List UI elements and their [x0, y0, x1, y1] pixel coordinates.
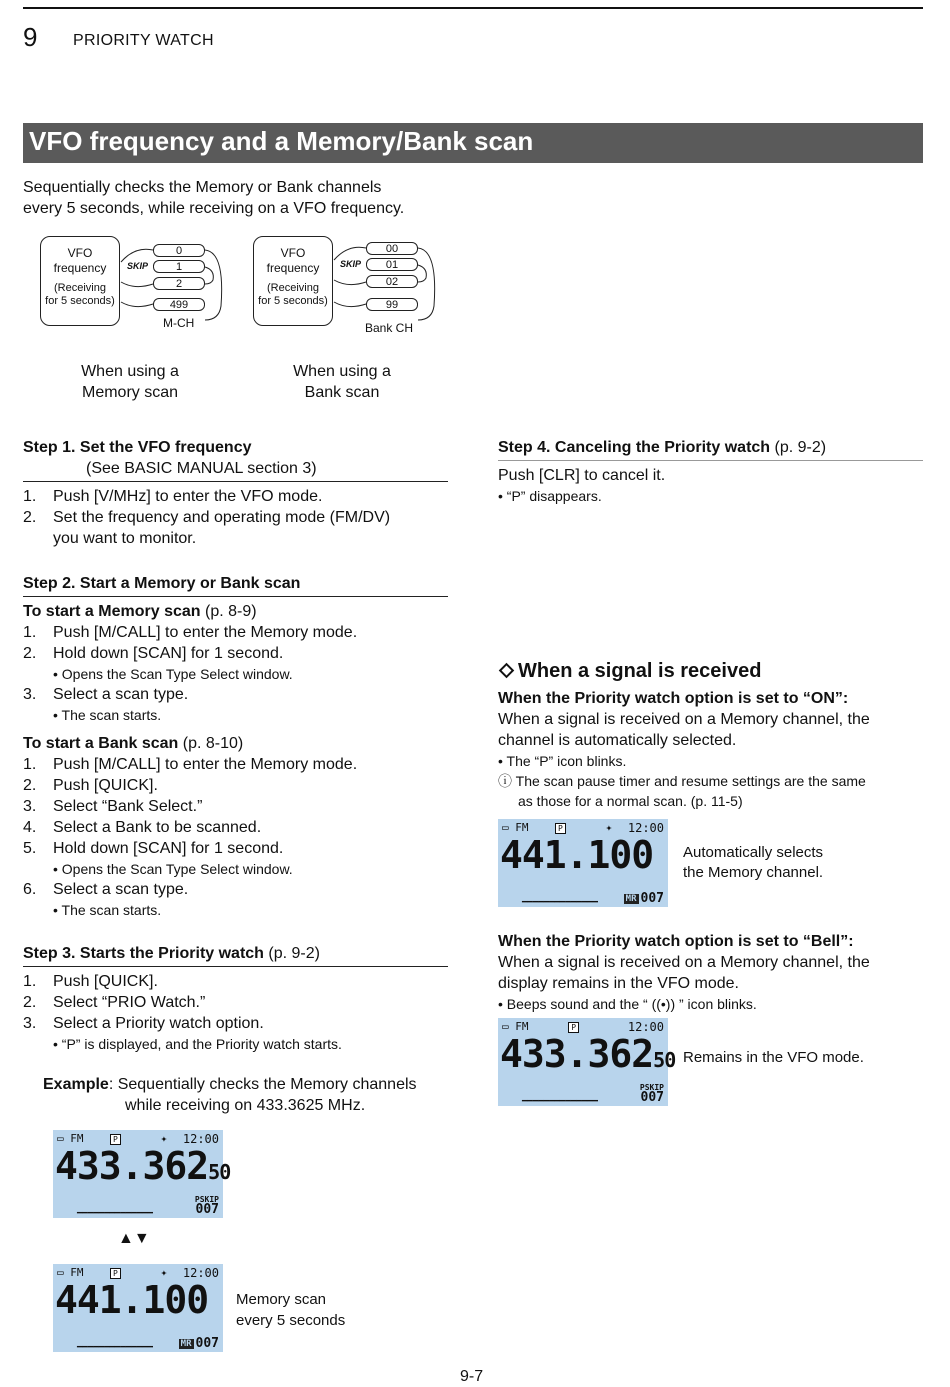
step3-section: [23, 943, 448, 1054]
step4-section: [498, 437, 923, 506]
lcd-frequency: 441.100: [55, 1278, 209, 1322]
list-item: 3. Select “Bank Select.”: [23, 798, 203, 815]
header-rule: [23, 7, 923, 9]
lcd-pskip: PSKIP: [194, 1195, 219, 1204]
channel-box: 2: [153, 277, 205, 290]
lcd-bell-display: [498, 1018, 676, 1106]
lcd-time: 12:00: [627, 821, 664, 835]
lcd-channel: MR 007: [625, 891, 664, 906]
list-item: 3. Select a Priority watch option.: [23, 1015, 264, 1032]
intro-text: Sequentially checks the Memory or Bank channels every 5 seconds, while receiving on a VFO frequency.: [23, 179, 405, 217]
list-item: you want to monitor.: [53, 530, 197, 547]
memory-scan-list: [23, 622, 448, 725]
info-note: ⓘ The scan pause timer and resume settings are the same as those for a normal scan. (p. 11-5): [498, 773, 866, 809]
lcd-channel: 007: [195, 1202, 219, 1217]
step4-heading: Step 4. Canceling the Priority watch (p. 9-2): [498, 437, 923, 461]
list-item: 3. Select a scan type.: [23, 686, 189, 703]
chapter-number: 9: [23, 22, 38, 52]
signal-section: When a signal is received When the Priority watch option is set to “ON”: When a signal is received on a Memory channel, the channel is automatically selected. • The “P” icon blinks. ⓘ The scan pause timer and resume settings are the same as those for a normal scan. (p. 11-5): [498, 658, 923, 811]
lcd-memory-display: [53, 1264, 223, 1352]
bank-diagram-caption: When using a Bank scan: [293, 363, 391, 401]
example-text: Example: Sequentially checks the Memory channels while receiving on 433.3625 MHz.: [43, 1076, 417, 1114]
channel-box: 00: [366, 242, 418, 255]
channel-box: 1: [153, 260, 205, 273]
step4-bullet: • “P” disappears.: [498, 488, 602, 504]
list-item: 2. Push [QUICK].: [23, 777, 158, 794]
channel-box: 499: [153, 298, 205, 311]
step4-text: Push [CLR] to cancel it.: [498, 467, 666, 484]
lcd-channel: 007: [640, 1090, 664, 1105]
list-item: 1. Push [V/MHz] to enter the VFO mode.: [23, 488, 323, 505]
list-item: 1. Push [M/CALL] to enter the Memory mode.: [23, 756, 358, 773]
bell-section: When the Priority watch option is set to “Bell”: When a signal is received on a Memory channel, the display remains in the VFO mode. • Beeps sound and the “ ((•)) ” icon blinks.: [498, 931, 923, 1014]
list-item: 2. Set the frequency and operating mode (FM/DV): [23, 509, 391, 526]
skip-label: SKIP: [340, 259, 362, 269]
lcd-status: ▭ FM P ✦: [57, 1266, 168, 1279]
step3-list: [23, 971, 448, 1054]
skip-label: SKIP: [127, 261, 149, 271]
lcd-vfo-display: [53, 1130, 231, 1218]
list-item: 2. Hold down [SCAN] for 1 second.: [23, 645, 284, 662]
channel-box: 01: [366, 258, 418, 271]
bank-ch-label: Bank CH: [365, 321, 414, 335]
channel-box: 99: [366, 298, 418, 311]
list-item: 6. Select a scan type.: [23, 881, 189, 898]
step1-list: [23, 486, 448, 549]
lcd-channel: MR 007: [180, 1336, 219, 1351]
lcd-frequency: 433.36250: [55, 1144, 231, 1188]
memory-diagram-caption: When using a Memory scan: [81, 363, 179, 401]
step2-section: Step 2. Start a Memory or Bank scan To start a Memory scan (p. 8-9) 1. Push [M/CALL] to enter the Memory mode. 2. Hold down [SCAN] for 1 second. • Opens the Scan Type Select window. 3. Select a scan type. • The scan starts. To start a Bank scan (p. 8-10) 1. Push [M/CALL] to enter the Memory mode. 2. Push [QUICK]. 3. Select “Bank Select.” 4. Select a Bank to be scanned. 5. Hold down [SCAN] for 1 second. • Opens the Scan Type Select window. 6. Select a scan type. • The scan starts.: [23, 573, 448, 920]
signal-heading: When a signal is received: [498, 658, 923, 684]
lcd-time: 12:00: [627, 1020, 664, 1034]
channel-box: 02: [366, 275, 418, 288]
on-caption: Automatically selects the Memory channel.: [683, 844, 824, 881]
step1-section: [23, 437, 448, 549]
list-item: • Opens the Scan Type Select window.: [53, 861, 293, 877]
scan-arrows: [35, 232, 235, 342]
bell-caption: Remains in the VFO mode.: [683, 1049, 864, 1066]
lcd-meter: ▁▁▁▁▁▁▁▁▁▁▁▁▁▁: [522, 1092, 598, 1102]
lcd-pskip: PSKIP: [639, 1083, 664, 1092]
example-caption: Memory scan every 5 seconds: [236, 1291, 346, 1329]
list-item: 2. Select “PRIO Watch.”: [23, 994, 206, 1011]
bell-heading: When the Priority watch option is set to “Bell”:: [498, 933, 854, 950]
chapter-title: PRIORITY WATCH: [73, 32, 214, 49]
vfo-box: VFO frequency (Receiving for 5 seconds): [253, 236, 333, 326]
step3-heading: Step 3. Starts the Priority watch (p. 9-2): [23, 943, 448, 967]
bank-scan-list: [23, 754, 448, 920]
lcd-status: ▭ FM P: [502, 1020, 579, 1033]
on-heading: When the Priority watch option is set to “ON”:: [498, 690, 849, 707]
diamond-icon: [499, 663, 515, 679]
m-ch-label: M-CH: [163, 316, 195, 330]
on-bullet: • The “P” icon blinks.: [498, 753, 627, 769]
step1-heading: Step 1. Set the VFO frequency (See BASIC MANUAL section 3): [23, 437, 448, 482]
page-number: 9-7: [460, 1368, 484, 1385]
scan-arrows: [248, 232, 448, 342]
list-item: 4. Select a Bank to be scanned.: [23, 819, 262, 836]
lcd-meter: ▁▁▁▁▁▁▁▁▁▁▁▁▁▁: [77, 1338, 153, 1348]
scan-toggle-arrows: ▲▼: [118, 1230, 150, 1247]
lcd-time: 12:00: [182, 1132, 219, 1146]
list-item: • The scan starts.: [53, 707, 162, 723]
lcd-status: ▭ FM P ✦: [502, 821, 613, 834]
section-banner: VFO frequency and a Memory/Bank scan: [23, 123, 923, 163]
bell-bullet: • Beeps sound and the “ ((•)) ” icon blinks.: [498, 996, 757, 1012]
memory-scan-diagram: [35, 232, 235, 342]
lcd-meter: ▁▁▁▁▁▁▁▁▁▁▁▁▁▁: [77, 1204, 153, 1214]
step2-heading: Step 2. Start a Memory or Bank scan: [23, 573, 448, 597]
channel-box: 0: [153, 244, 205, 257]
list-item: • Opens the Scan Type Select window.: [53, 666, 293, 682]
list-item: 1. Push [QUICK].: [23, 973, 158, 990]
lcd-frequency: 433.36250: [500, 1032, 676, 1076]
list-item: • “P” is displayed, and the Priority watch starts.: [53, 1036, 342, 1052]
lcd-frequency: 441.100: [500, 833, 654, 877]
list-item: 1. Push [M/CALL] to enter the Memory mode.: [23, 624, 358, 641]
list-item: • The scan starts.: [53, 902, 162, 918]
bank-scan-diagram: [248, 232, 448, 342]
lcd-meter: ▁▁▁▁▁▁▁▁▁▁▁▁▁▁: [522, 893, 598, 903]
vfo-box: VFO frequency (Receiving for 5 seconds): [40, 236, 120, 326]
lcd-on-display: [498, 819, 668, 907]
lcd-time: 12:00: [182, 1266, 219, 1280]
lcd-status: ▭ FM P ✦: [57, 1132, 168, 1145]
list-item: 5. Hold down [SCAN] for 1 second.: [23, 840, 284, 857]
